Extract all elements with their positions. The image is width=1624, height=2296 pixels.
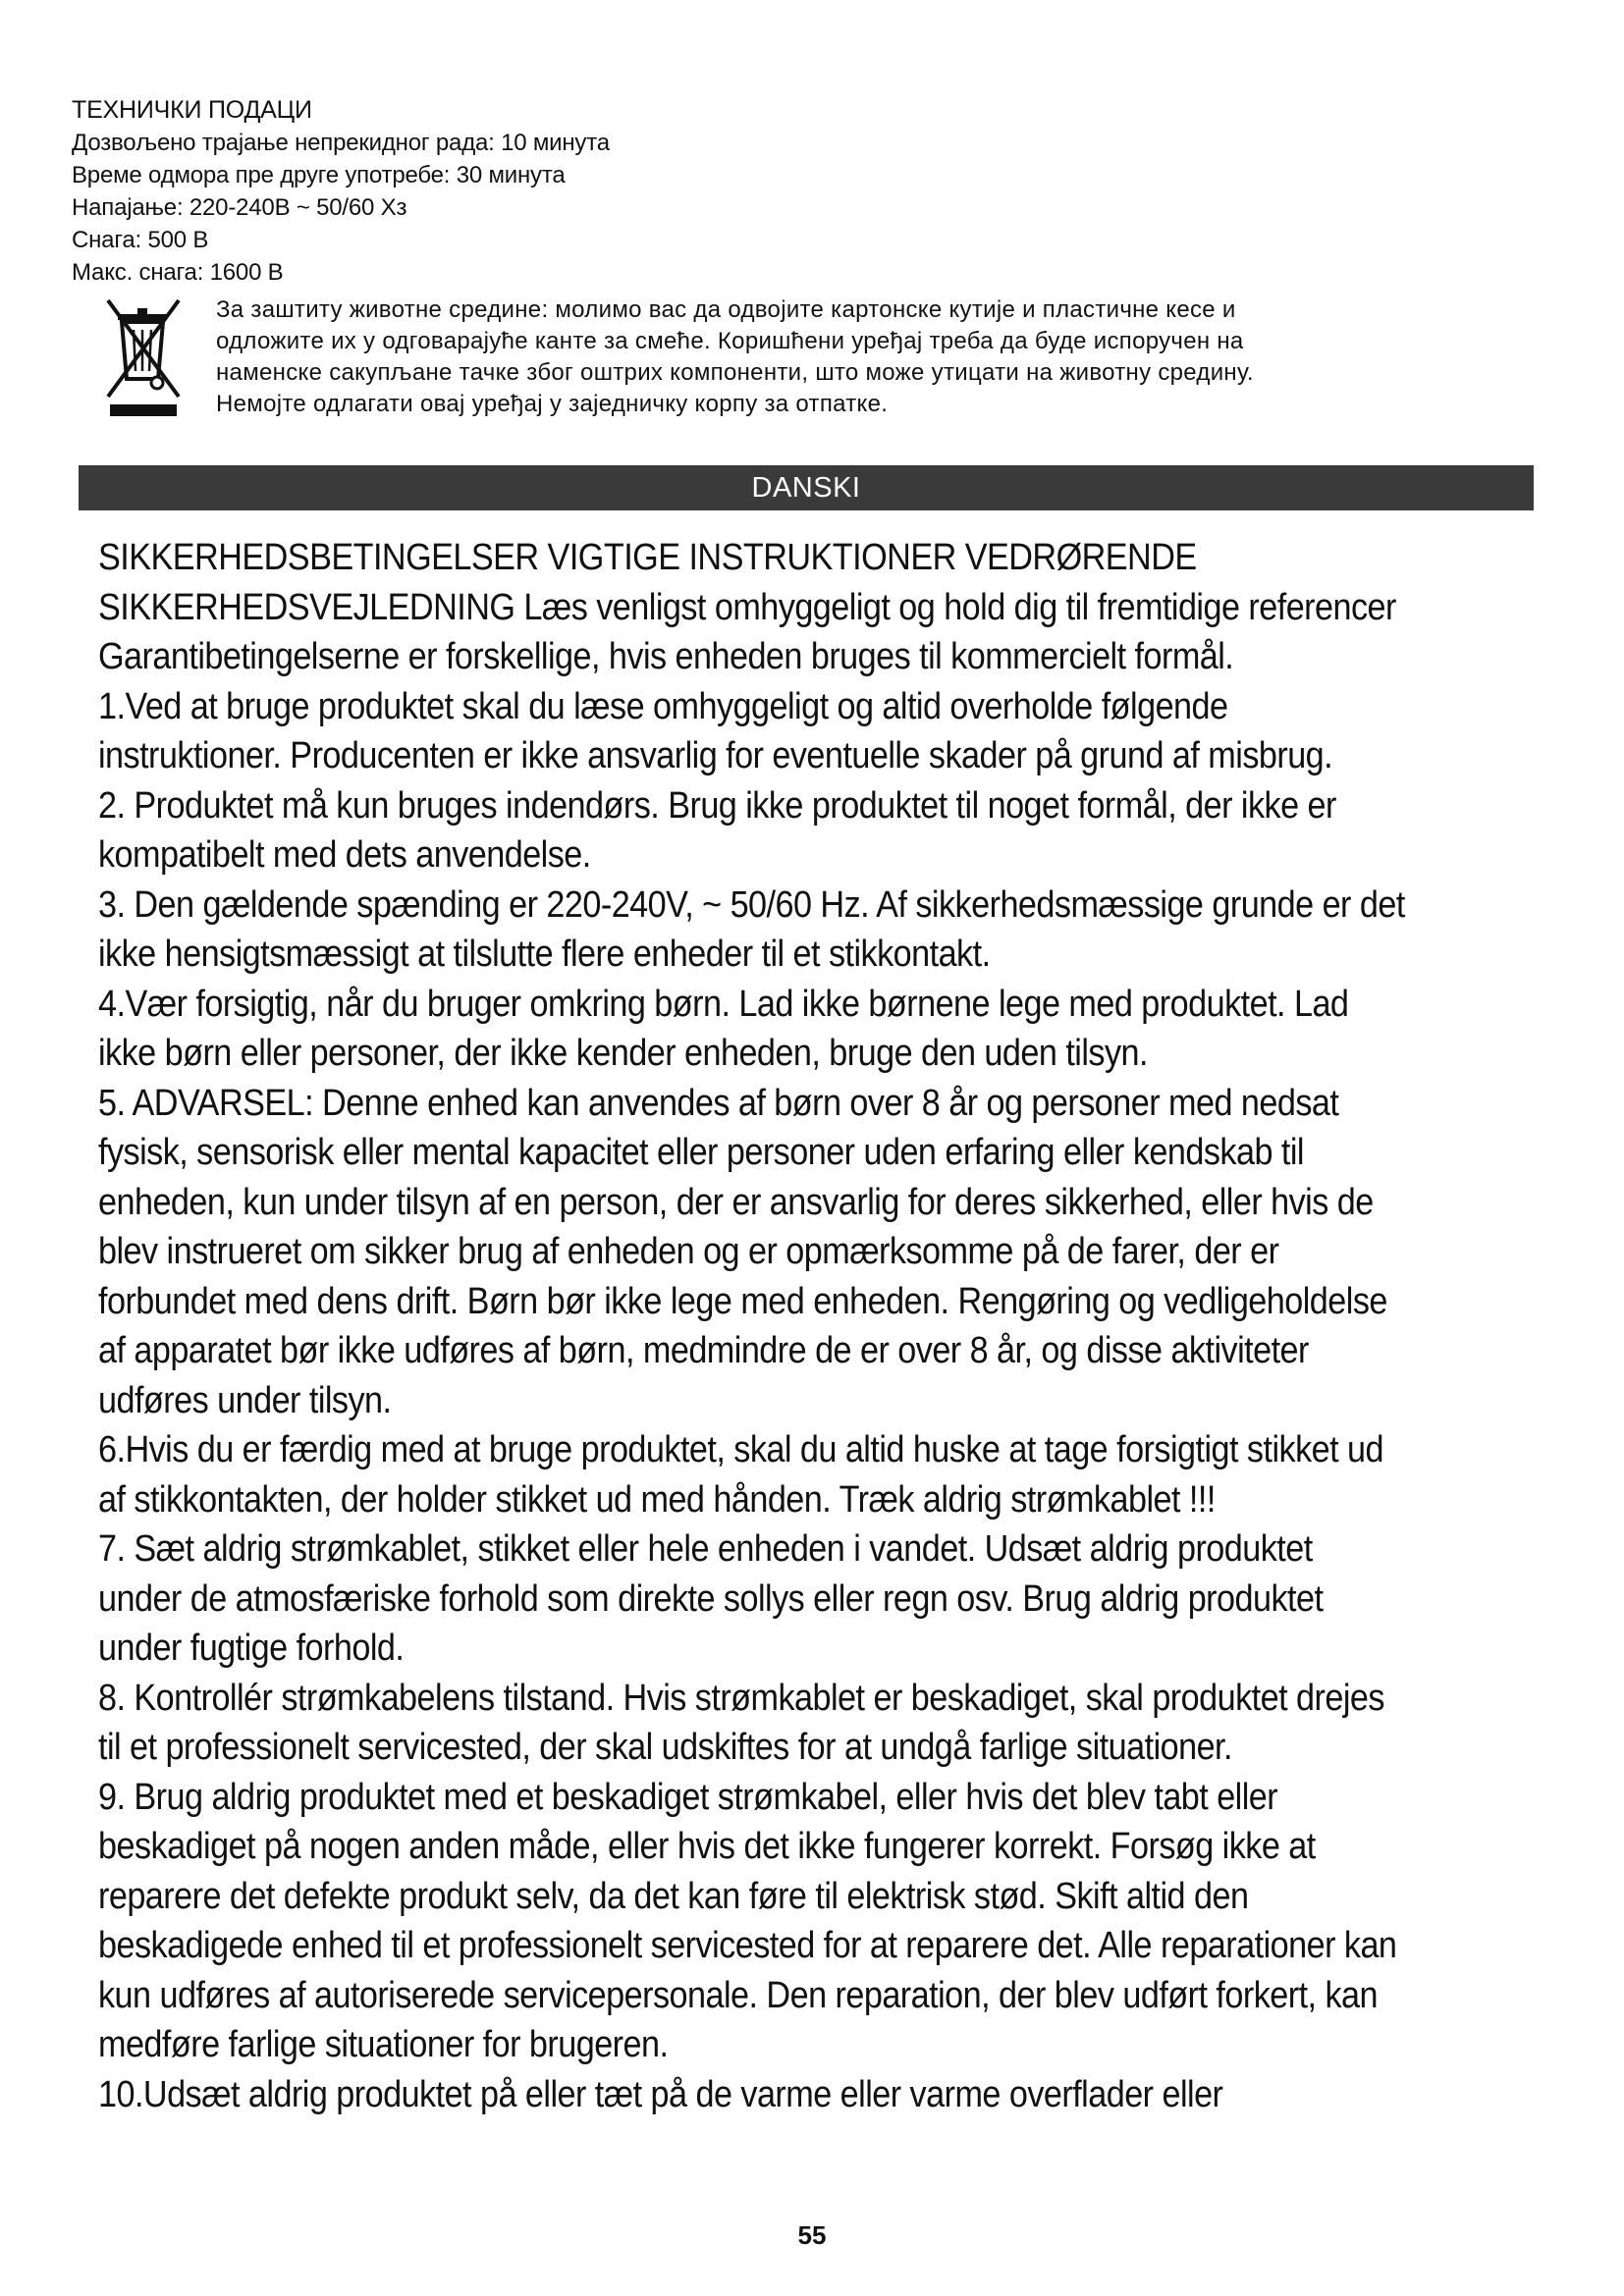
body-line: 7. Sæt aldrig strømkablet, stikket eller hele enheden i vandet. Udsæt aldrig produktet	[98, 1528, 1313, 1570]
body-line: under fugtige forhold.	[98, 1628, 405, 1669]
body-line: 8. Kontrollér strømkabelens tilstand. Hvis strømkablet er beskadiget, skal produktet drejes	[98, 1677, 1384, 1719]
environment-line: За заштиту животне средине: молимо вас да одвојите картонске кутије и пластичне кесе и	[216, 296, 1236, 323]
technical-line: Снага: 500 В	[72, 227, 209, 253]
body-line: SIKKERHEDSBETINGELSER VIGTIGE INSTRUKTIONER VEDRØRENDE	[98, 537, 1197, 578]
body-line: 4.Vær forsigtig, når du bruger omkring børn. Lad ikke børnene lege med produktet. Lad	[98, 983, 1349, 1025]
body-line: af apparatet bør ikke udføres af børn, medmindre de er over 8 år, og disse aktiviteter	[98, 1330, 1309, 1371]
body-line: 10.Udsæt aldrig produktet på eller tæt på de varme eller varme overflader eller	[98, 2073, 1223, 2115]
body-line: medføre farlige situationer for brugeren.	[98, 2024, 669, 2065]
page-number: 55	[797, 2220, 827, 2250]
crossed-out-wheelie-bin-icon	[104, 294, 183, 422]
body-line: instruktioner. Producenten er ikke ansvarlig for eventuelle skader på grund af misbrug.	[98, 735, 1333, 776]
body-line: blev instrueret om sikker brug af enheden og er opmærksomme på de farer, der er	[98, 1231, 1279, 1272]
body-line: af stikkontakten, der holder stikket ud med hånden. Træk aldrig strømkablet !!!	[98, 1478, 1216, 1521]
body-line: reparere det defekte produkt selv, da det kan føre til elektrisk stød. Skift altid den	[98, 1875, 1249, 1917]
environment-line: Немојте одлагати овај уређај у заједничку корпу за отпатке.	[216, 391, 889, 417]
body-line: kompatibelt med dets anvendelse.	[98, 834, 591, 876]
body-line: ikke hensigtsmæssigt at tilslutte flere enheder til et stikkontakt.	[98, 934, 991, 975]
body-line: ikke børn eller personer, der ikke kender enheden, bruge den uden tilsyn.	[98, 1033, 1148, 1074]
technical-data-title: ТЕХНИЧКИ ПОДАЦИ	[72, 96, 312, 124]
body-line: 9. Brug aldrig produktet med et beskadiget strømkabel, eller hvis det blev tabt eller	[98, 1776, 1278, 1818]
body-line: kun udføres af autoriserede servicepersonale. Den reparation, der blev udført forkert, kan	[98, 1974, 1378, 2016]
body-line: 5. ADVARSEL: Denne enhed kan anvendes af børn over 8 år og personer med nedsat	[98, 1082, 1339, 1124]
technical-line: Макс. снага: 1600 В	[72, 259, 284, 286]
body-line: 6.Hvis du er færdig med at bruge produktet, skal du altid huske at tage forsigtigt stikket ud	[98, 1429, 1384, 1470]
body-line: Garantibetingelserne er forskellige, hvis enheden bruges til kommercielt formål.	[98, 636, 1234, 677]
body-line: fysisk, sensorisk eller mental kapacitet eller personer uden erfaring eller kendskab til	[98, 1132, 1304, 1173]
technical-line: Време одмора пре друге употребе: 30 минута	[72, 162, 566, 188]
technical-data-block	[72, 94, 857, 289]
body-line: 3. Den gældende spænding er 220-240V, ~ 50/60 Hz. Af sikkerhedsmæssige grunde er det	[98, 883, 1405, 926]
body-line: forbundet med dens drift. Børn bør ikke lege med enheden. Rengøring og vedligeholdelse	[98, 1280, 1387, 1322]
language-section-header: DANSKI	[79, 465, 1534, 510]
body-line: SIKKERHEDSVEJLEDNING Læs venligst omhyggeligt og hold dig til fremtidige referencer	[98, 586, 1396, 628]
safety-instructions-text	[98, 533, 1424, 2119]
body-line: beskadiget på nogen anden måde, eller hvis det ikke fungerer korrekt. Forsøg ikke at	[98, 1826, 1316, 1867]
environment-line: наменске сакупљане тачке због оштрих компоненти, што може утицати на животну средину.	[216, 359, 1254, 386]
body-line: under de atmosfæriske forhold som direkte sollys eller regn osv. Brug aldrig produktet	[98, 1577, 1324, 1620]
technical-line: Напајање: 220-240В ~ 50/60 Хз	[72, 194, 407, 221]
environment-line: одложите их у одговарајуће канте за смеће. Коришћени уређај треба да буде испоручен на	[216, 328, 1244, 354]
environment-notice	[216, 294, 1532, 420]
body-line: til et professionelt servicested, der skal udskiftes for at undgå farlige situationer.	[98, 1727, 1232, 1768]
body-line: udføres under tilsyn.	[98, 1379, 392, 1421]
body-line: 2. Produktet må kun bruges indendørs. Brug ikke produktet til noget formål, der ikke er	[98, 784, 1336, 827]
body-line: 1.Ved at bruge produktet skal du læse omhyggeligt og altid overholde følgende	[98, 685, 1228, 727]
body-line: enheden, kun under tilsyn af en person, der er ansvarlig for deres sikkerhed, eller hvis de	[98, 1181, 1374, 1223]
body-line: beskadigede enhed til et professionelt servicested for at reparere det. Alle reparationer kan	[98, 1925, 1397, 1966]
technical-line: Дозвољено трајање непрекидног рада: 10 минута	[72, 130, 610, 156]
